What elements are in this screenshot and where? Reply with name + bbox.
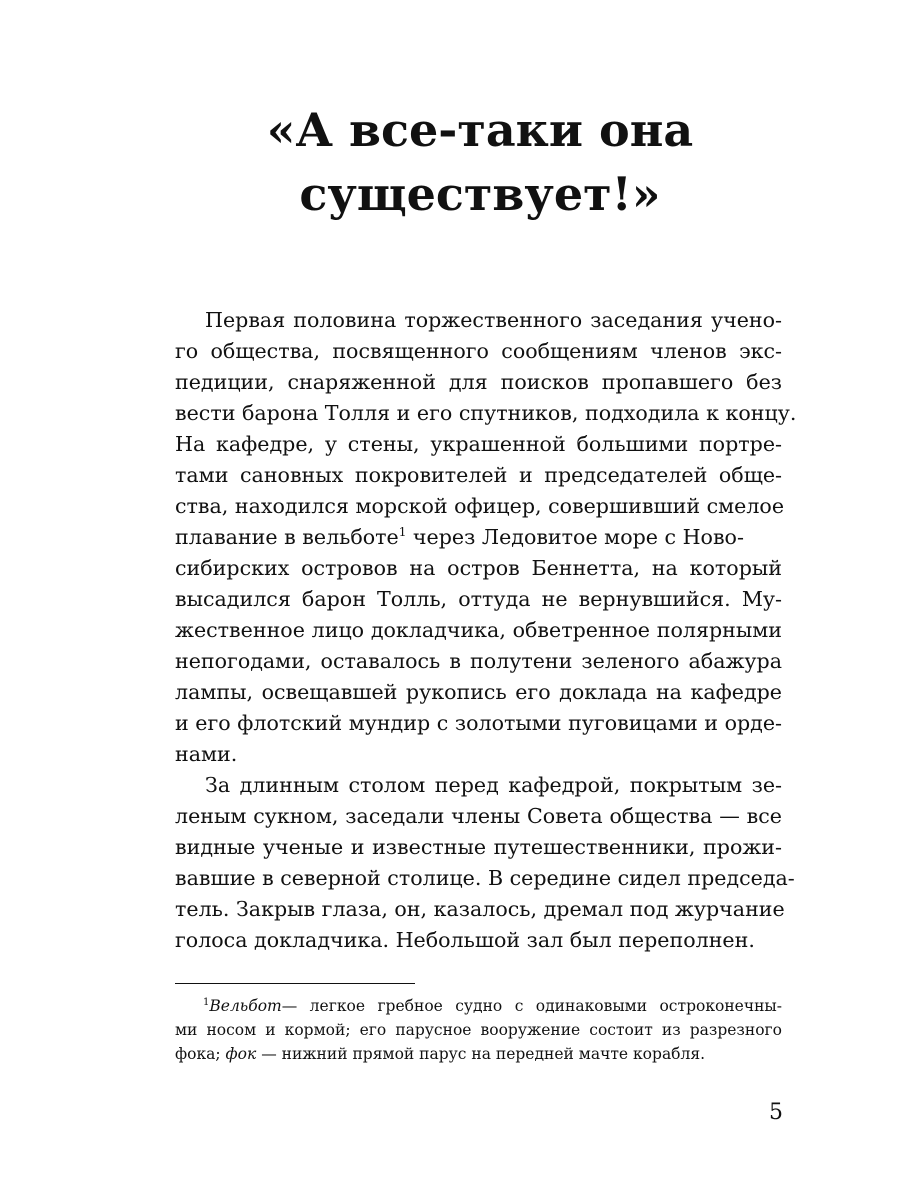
footnote-line: ми носом и кормой; его парусное вооружение состоит из разрезного <box>175 1021 782 1039</box>
text-line: ства, находился морской офицер, совершивший смелое <box>175 494 785 518</box>
text-line: педиции, снаряженной для поисков пропавшего без <box>175 370 782 394</box>
text-line: го общества, посвященного сообщениям членов экс- <box>175 339 782 363</box>
text-line: тами сановных покровителей и председателей обще- <box>175 463 782 487</box>
text-line: вести барона Толля и его спутников, подходила к концу. <box>175 401 797 425</box>
text-line-with-footnote <box>175 522 782 553</box>
text-line: За длинным столом перед кафедрой, покрытым зе- <box>205 773 782 797</box>
text-line: высадился барон Толль, оттуда не вернувшийся. Му- <box>175 587 782 611</box>
text-segment: через Ледовитое море с Ново- <box>406 525 744 549</box>
footnote-text: фока; <box>175 1045 226 1063</box>
text-segment: плавание в вельботе <box>175 525 399 549</box>
footnote-reference: 1 <box>398 525 407 539</box>
text-line: На кафедре, у стены, украшенной большими портре- <box>175 432 782 456</box>
text-line: сибирских островов на остров Беннетта, на который <box>175 556 782 580</box>
text-line: леным сукном, заседали члены Совета общества — все <box>175 804 782 828</box>
footnotes <box>175 994 782 1066</box>
text-line: лампы, освещавшей рукопись его доклада на кафедре <box>175 680 782 704</box>
body-text <box>175 305 797 956</box>
chapter-title <box>175 98 785 226</box>
footnote-text: — нижний прямой парус на передней мачте корабля. <box>256 1045 706 1063</box>
page-number: 5 <box>769 1100 783 1125</box>
footnote-marker: 1 <box>203 997 210 1008</box>
paragraph <box>175 305 797 770</box>
text-line: жественное лицо докладчика, обветренное полярными <box>175 618 782 642</box>
chapter-title-line: существует!» <box>299 167 661 221</box>
text-line: видные ученые и известные путешественники, прожи- <box>175 835 782 859</box>
text-line: голоса докладчика. Небольшой зал был переполнен. <box>175 928 755 952</box>
footnote-line <box>175 1042 782 1066</box>
footnote-term: фок <box>225 1045 257 1063</box>
footnote-divider <box>175 983 415 984</box>
text-line: нами. <box>175 742 238 766</box>
text-line: Первая половина торжественного заседания учено- <box>205 308 782 332</box>
text-line: непогодами, оставалось в полутени зеленого абажура <box>175 649 782 673</box>
text-line: тель. Закрыв глаза, он, казалось, дремал под журчание <box>175 897 785 921</box>
footnote-text: — легкое гребное судно с одинаковыми остроконечны- <box>281 997 782 1015</box>
chapter-title-line: «А все-таки она <box>266 103 694 157</box>
footnote-line <box>175 994 782 1018</box>
paragraph <box>175 770 795 956</box>
footnote-term: Вельбот <box>209 997 282 1015</box>
text-line: вавшие в северной столице. В середине сидел председа- <box>175 866 795 890</box>
text-line: и его флотский мундир с золотыми пуговицами и орде- <box>175 711 782 735</box>
